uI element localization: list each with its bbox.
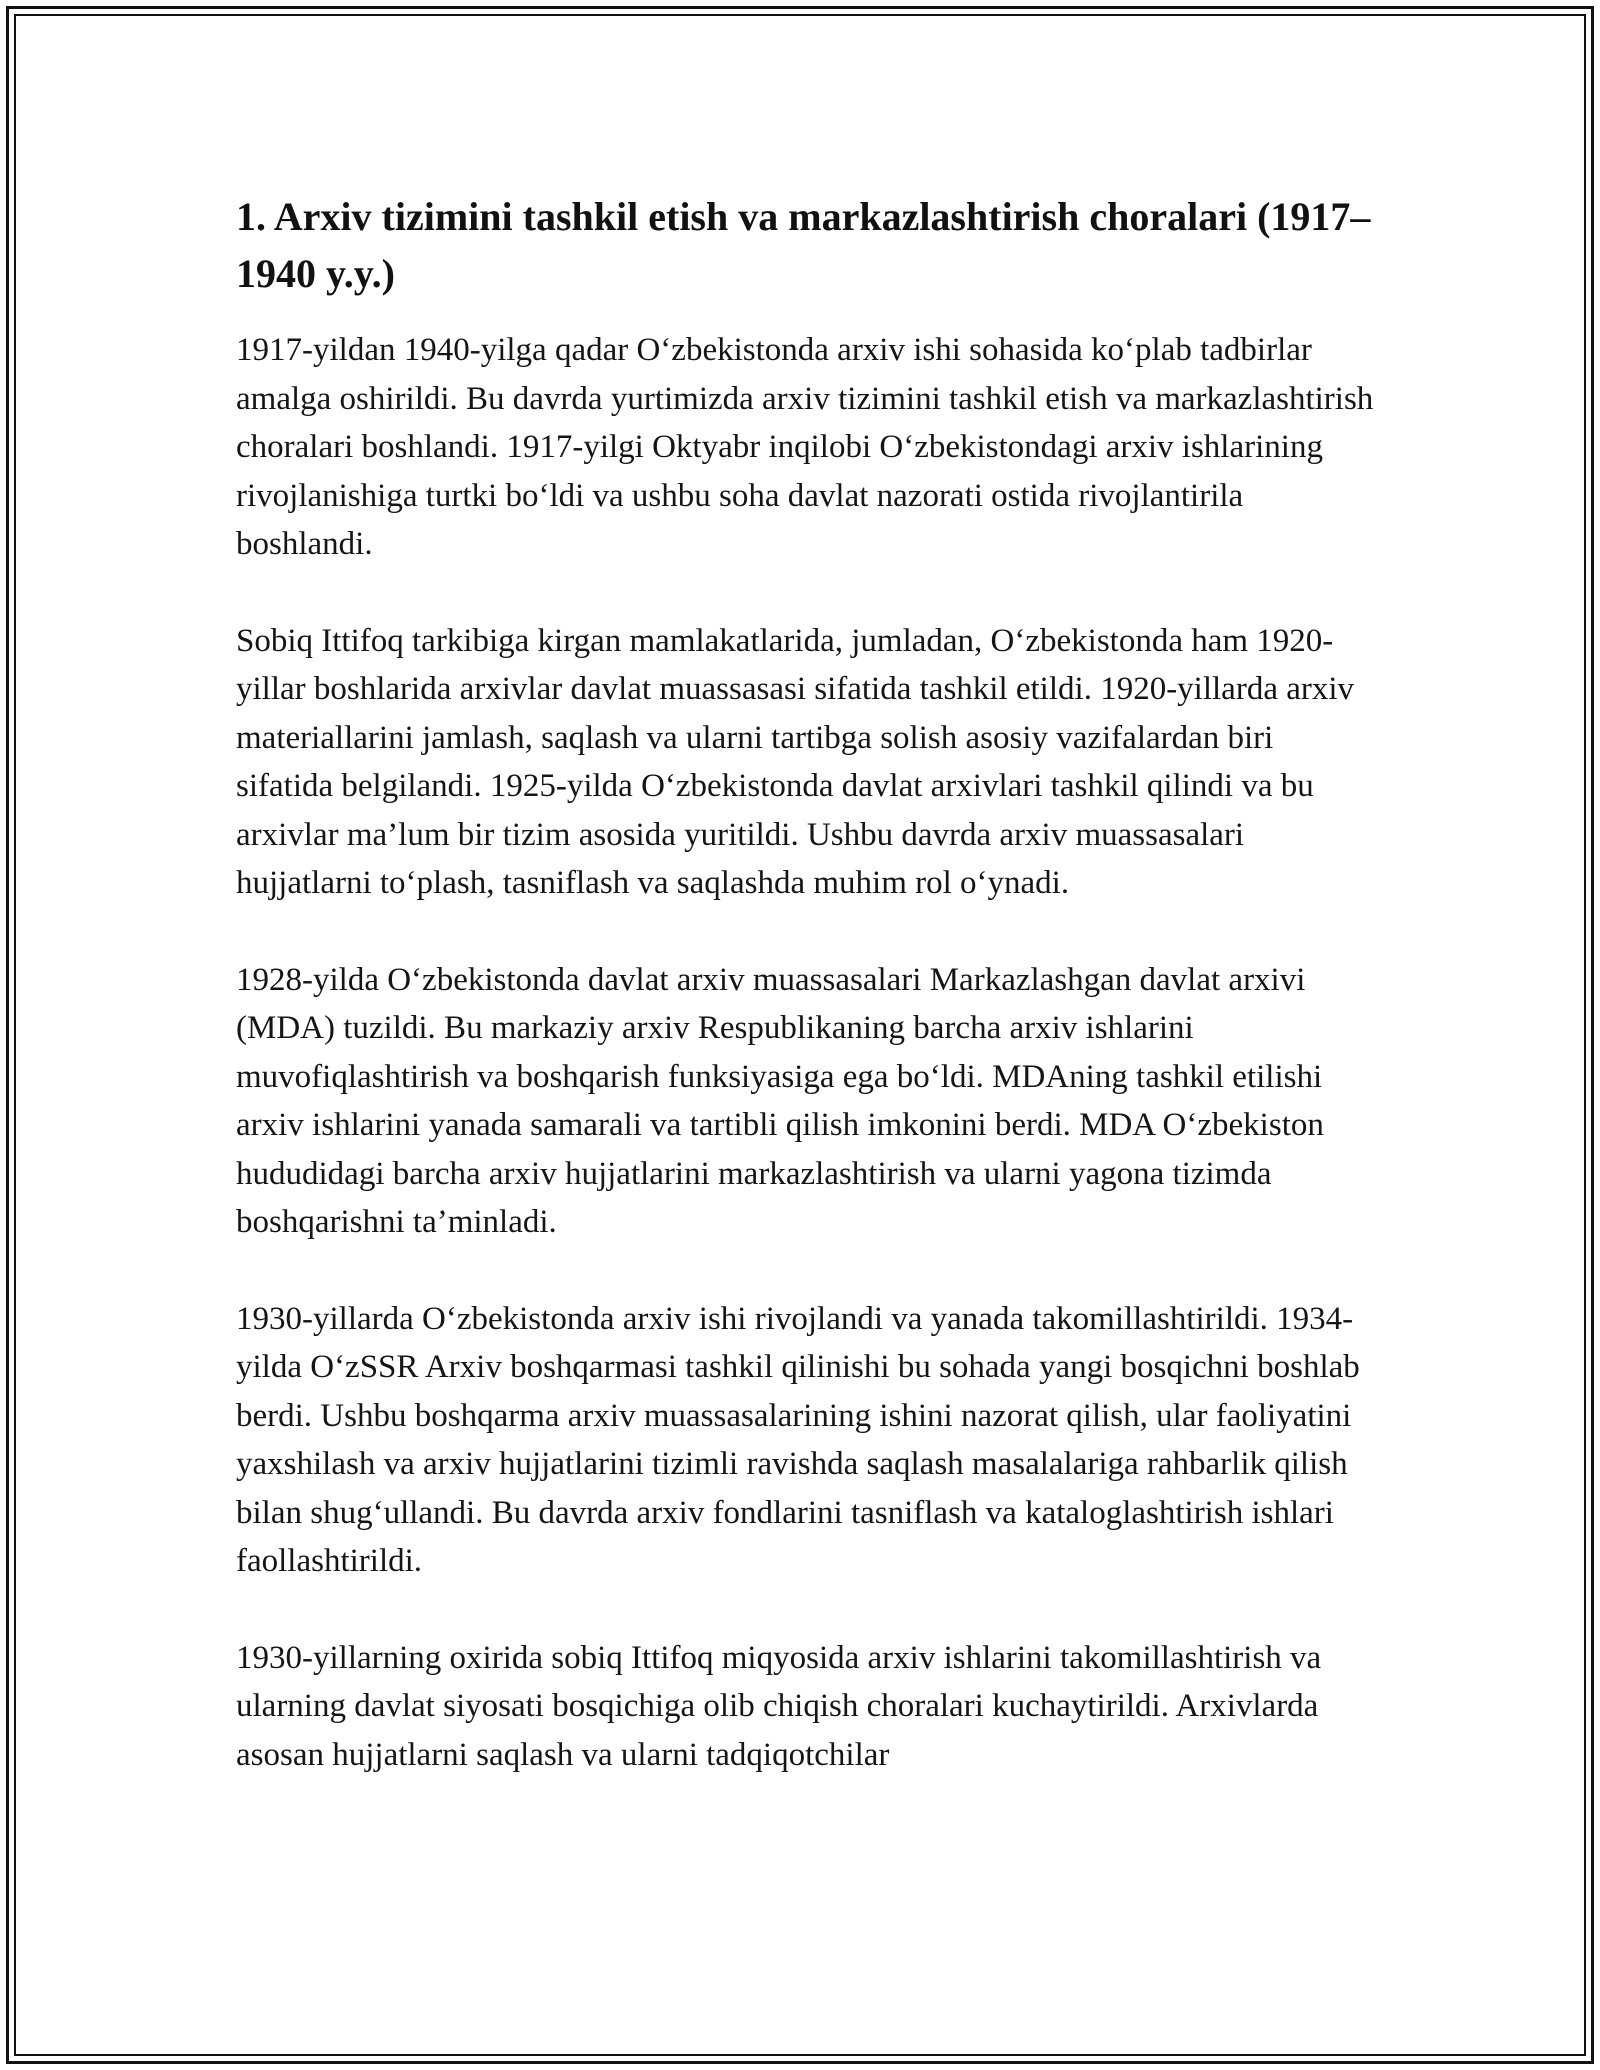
paragraph-5: 1930-yillarning oxirida sobiq Ittifoq miqyosida arxiv ishlarini takomillashtirish va ularning davlat siyosati bosqichiga olib chiqish choralari kuchaytirildi. Arxivlarda asosan hujjatlarni saqlash va ularni tadqiqotchilar [236,1639,1322,1773]
section-heading: 1. Arxiv tizimini tashkil etish va markazlashtirish choralari (1917–1940 y.y.) [236,194,1371,296]
paragraph-1: 1917-yildan 1940-yilga qadar O‘zbekistonda arxiv ishi sohasida ko‘plab tadbirlar amalga oshirildi. Bu davrda yurtimizda arxiv tizimini tashkil etish va markazlashtirish choralari boshlandi. 1917-yilgi Oktyabr inqilobi O‘zbekistondagi arxiv ishlarining rivojlanishiga turtki bo‘ldi va ushbu soha davlat nazorati ostida rivojlantirila boshlandi. [236,332,1374,562]
paragraph-4: 1930-yillarda O‘zbekistonda arxiv ishi rivojlandi va yanada takomillashtirildi. 1934-yilda O‘zSSR Arxiv boshqarmasi tashkil qilinishi bu sohada yangi bosqichni boshlab berdi. Ushbu boshqarma arxiv muassasalarining ishini nazorat qilish, ular faoliyatini yaxshilash va arxiv hujjatlarini tizimli ravishda saqlash masalalariga rahbarlik qilish bilan shug‘ullandi. Bu davrda arxiv fondlarini tasniflash va kataloglashtirish ishlari faollashtirildi. [236,1300,1360,1579]
document-body [236,188,1376,1827]
paragraph-3: 1928-yilda O‘zbekistonda davlat arxiv muassasalari Markazlashgan davlat arxivi (MDA) tuzildi. Bu markaziy arxiv Respublikaning barcha arxiv ishlarini muvofiqlashtirish va boshqarish funksiyasiga ega bo‘ldi. MDAning tashkil etilishi arxiv ishlarini yanada samarali va tartibli qilish imkonini berdi. MDA O‘zbekiston hududidagi barcha arxiv hujjatlarini markazlashtirish va ularni yagona tizimda boshqarishni ta’minladi. [236,961,1324,1240]
paragraph-2: Sobiq Ittifoq tarkibiga kirgan mamlakatlarida, jumladan, O‘zbekistonda ham 1920-yillar boshlarida arxivlar davlat muassasasi sifatida tashkil etildi. 1920-yillarda arxiv materiallarini jamlash, saqlash va ularni tartibga solish asosiy vazifalardan biri sifatida belgilandi. 1925-yilda O‘zbekistonda davlat arxivlari tashkil qilindi va bu arxivlar ma’lum bir tizim asosida yuritildi. Ushbu davrda arxiv muassasalari hujjatlarni to‘plash, tasniflash va saqlashda muhim rol o‘ynadi. [236,622,1355,901]
